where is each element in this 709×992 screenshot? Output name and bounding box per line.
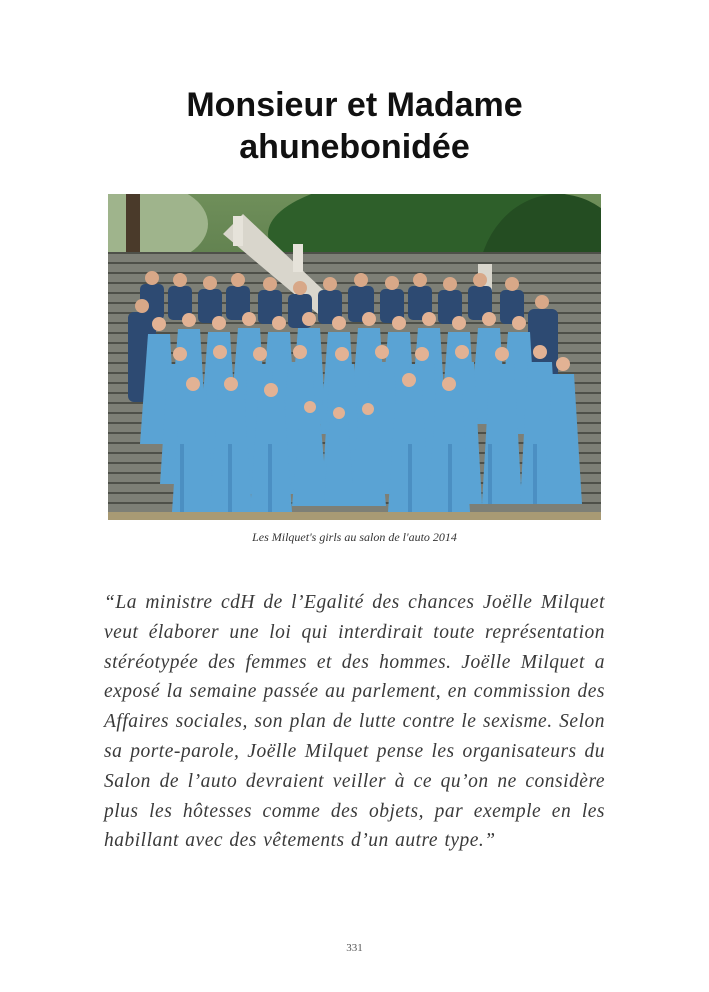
page-title-line-1: Monsieur et Madame [186,86,523,124]
page-title [0,84,709,168]
page-number: 331 [346,942,363,954]
page-title-line-2: ahunebonidée [239,128,470,166]
group-photo-illustration [108,194,601,520]
quote-paragraph: “La ministre cdH de l’Egalité des chances Joëlle Milquet veut élaborer une loi qui interdirait toute représentation stéréotypée des femmes et des hommes. Joëlle Milquet a exposé la semaine passée au parlement, en commission des Affaires sociales, son plan de lutte contre le sexisme. Selon sa porte-parole, Joëlle Milquet pense les organisateurs du Salon de l’auto devraient veiller à ce qu’on ne considère plus les hôtesses comme des objets, par exemple en les habillant avec des vêtements d’un autre type.” [104,592,605,852]
group-photo [108,194,601,520]
photo-caption: Les Milquet's girls au salon de l'auto 2014 [252,530,457,544]
